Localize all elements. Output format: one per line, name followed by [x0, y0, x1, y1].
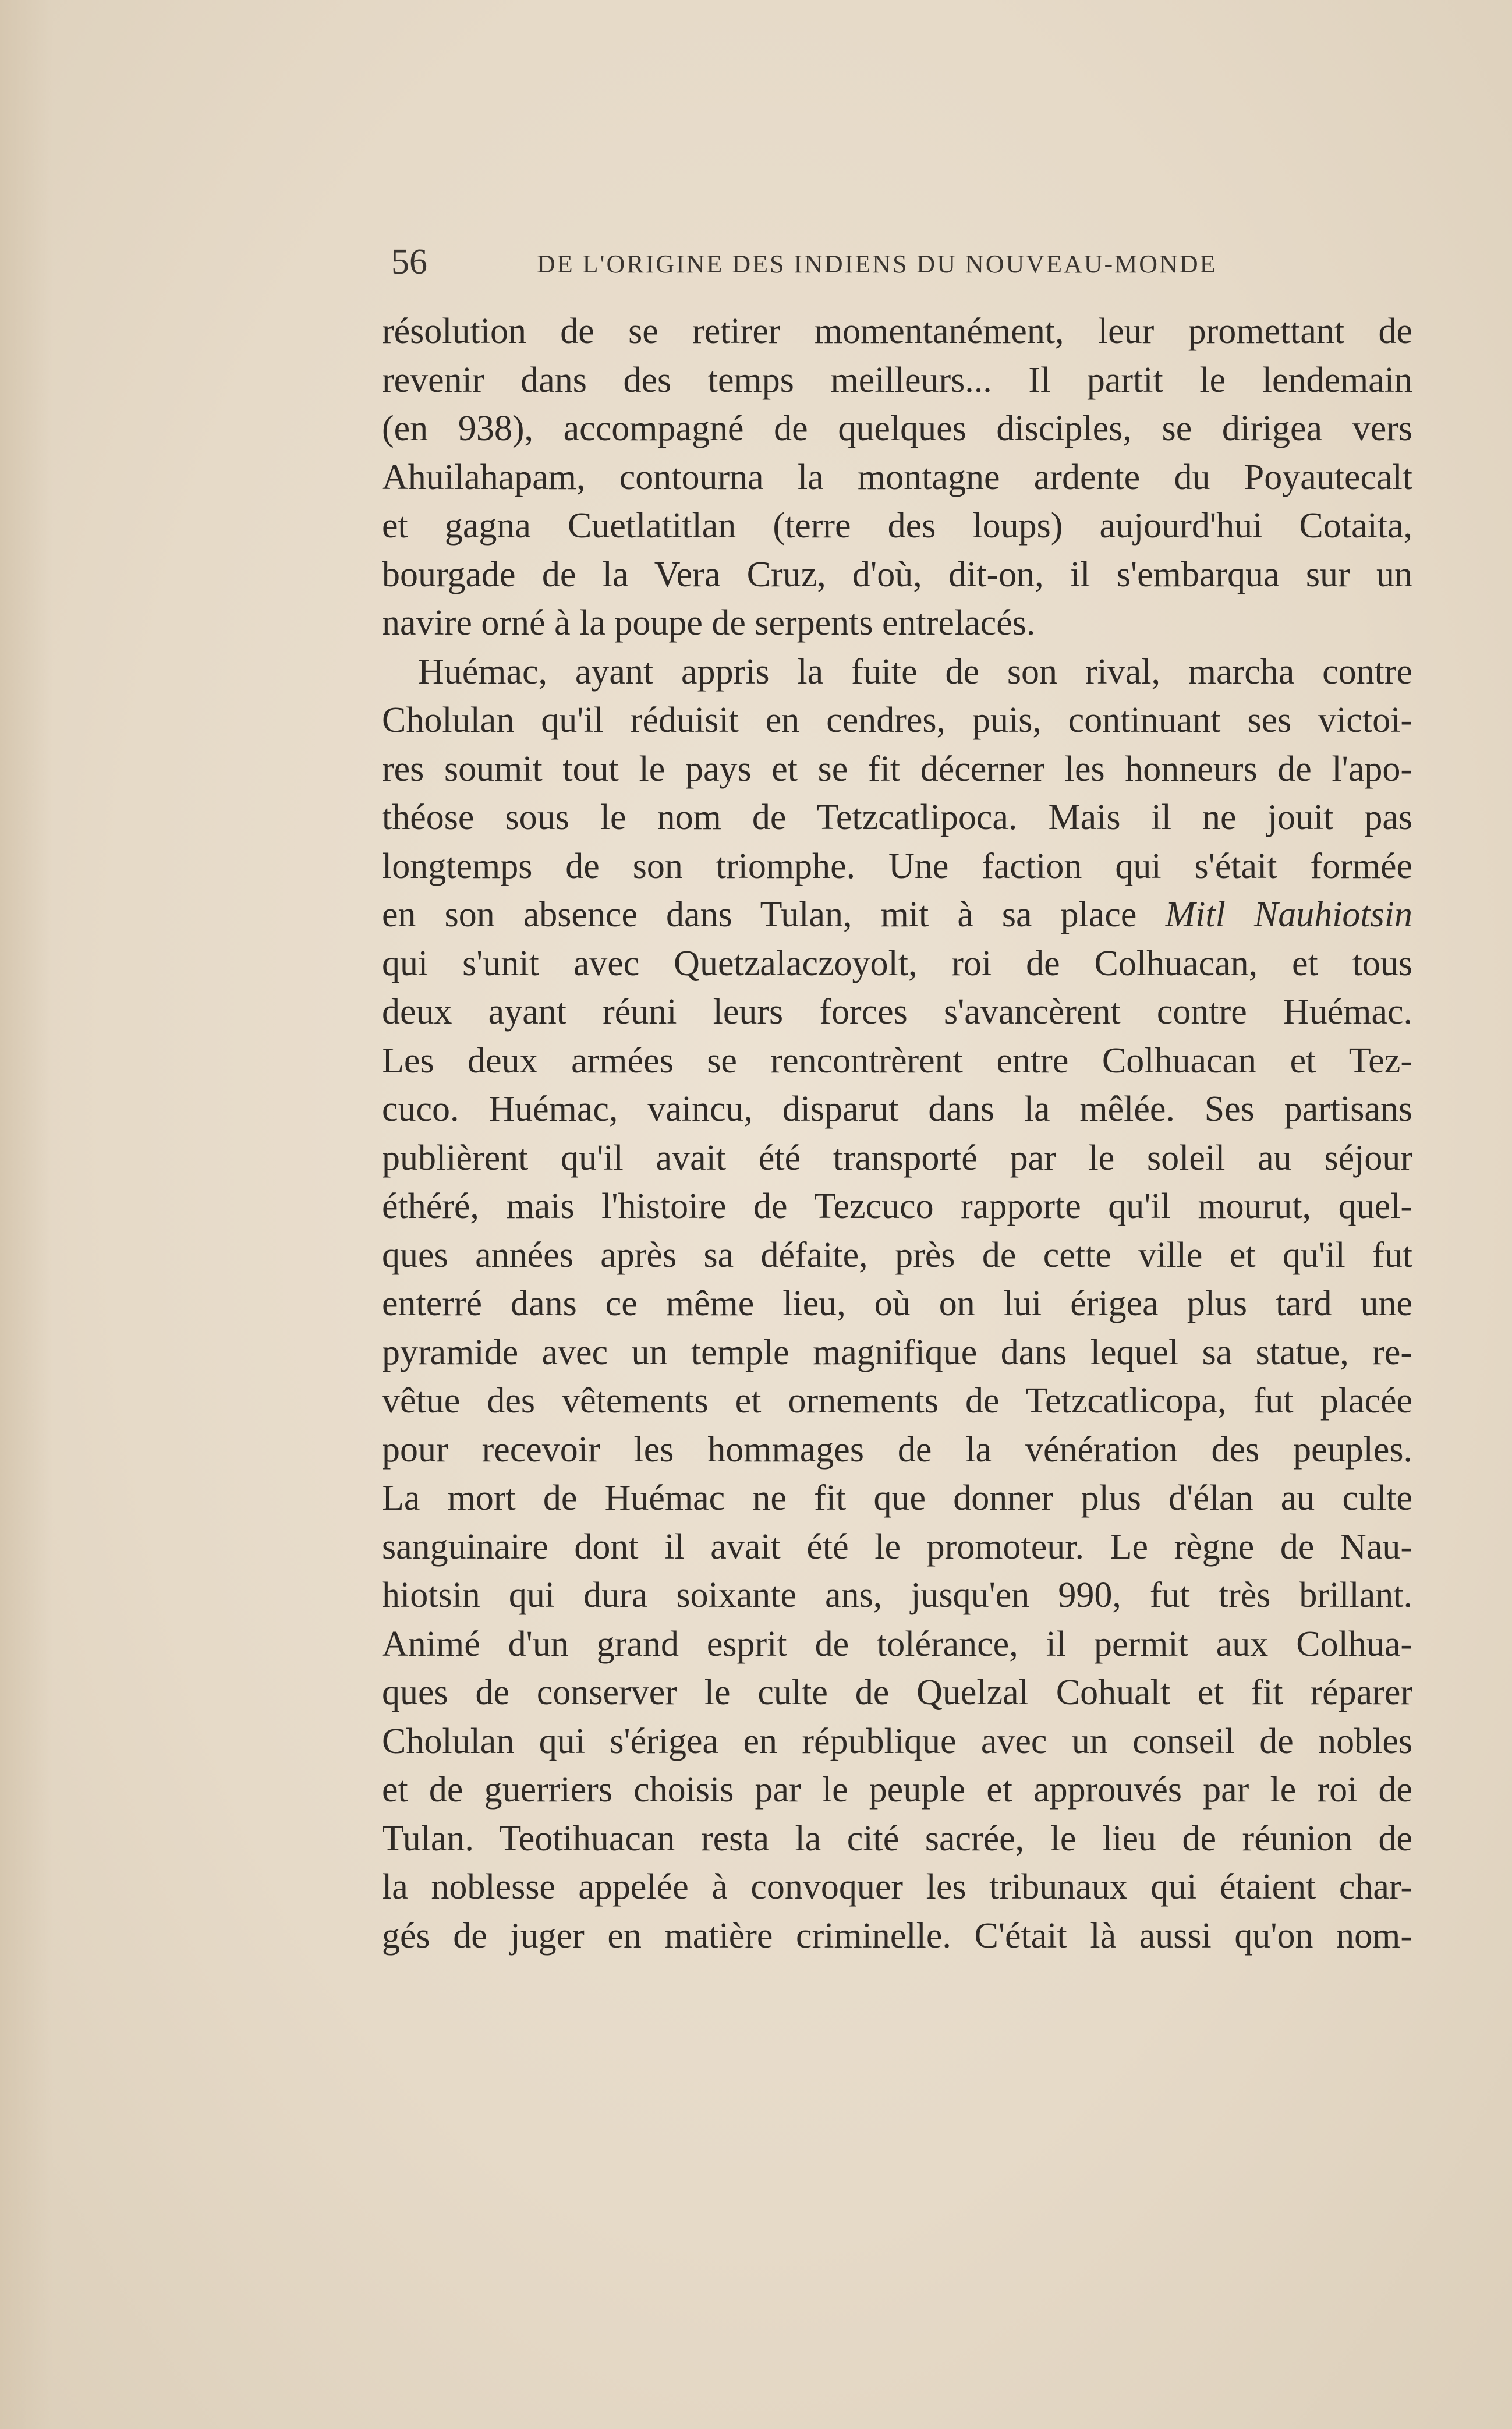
text-line: (en 938), accompagné de quelques disciples, se dirigea vers — [382, 409, 1412, 448]
text-line: navire orné à la poupe de serpents entrelacés. — [382, 603, 1036, 643]
text-line — [382, 891, 1412, 940]
text-segment: en son absence dans Tulan, mit à sa place — [382, 895, 1166, 934]
text-line: hiotsin qui dura soixante ans, jusqu'en 990, fut très brillant. — [382, 1575, 1412, 1615]
body-text — [382, 307, 1412, 1960]
text-line: Cholulan qui s'érigea en république avec un conseil de nobles — [382, 1721, 1412, 1761]
text-line: Ahuilahapam, contourna la montagne ardente du Poyautecalt — [382, 457, 1412, 497]
running-header — [391, 239, 1276, 285]
italic-name: Mitl Nauhiotsin — [1165, 895, 1413, 934]
text-line: pyramide avec un temple magnifique dans lequel sa statue, re- — [382, 1332, 1412, 1372]
text-line: qui s'unit avec Quetzalaczoyolt, roi de Colhuacan, et tous — [382, 943, 1412, 983]
text-line: Cholulan qu'il réduisit en cendres, puis, continuant ses victoi- — [382, 700, 1412, 740]
text-line: enterré dans ce même lieu, où on lui érigea plus tard une — [382, 1284, 1412, 1323]
text-line: ques années après sa défaite, près de cette ville et qu'il fut — [382, 1235, 1412, 1275]
text-line: théose sous le nom de Tetzcatlipoca. Mais il ne jouit pas — [382, 798, 1412, 837]
text-line: Animé d'un grand esprit de tolérance, il permit aux Colhua- — [382, 1624, 1412, 1664]
text-line: cuco. Huémac, vaincu, disparut dans la mêlée. Ses partisans — [382, 1089, 1412, 1129]
text-line: longtemps de son triomphe. Une faction qui s'était formée — [382, 846, 1412, 886]
text-line: éthéré, mais l'histoire de Tezcuco rapporte qu'il mourut, quel- — [382, 1187, 1412, 1226]
text-line: la noblesse appelée à convoquer les tribunaux qui étaient char- — [382, 1867, 1412, 1907]
text-line: Les deux armées se rencontrèrent entre Colhuacan et Tez- — [382, 1040, 1412, 1081]
text-line: vêtue des vêtements et ornements de Tetzcatlicopa, fut placée — [382, 1381, 1412, 1421]
text-line: res soumit tout le pays et se fit décerner les honneurs de l'apo- — [382, 749, 1412, 789]
text-line: Tulan. Teotihuacan resta la cité sacrée, le lieu de réunion de — [382, 1818, 1412, 1858]
text-line: Huémac, ayant appris la fuite de son rival, marcha contre — [418, 651, 1412, 692]
text-line: publièrent qu'il avait été transporté par le soleil au séjour — [382, 1138, 1412, 1178]
page-number: 56 — [391, 242, 427, 282]
text-line: ques de conserver le culte de Quelzal Cohualt et fit réparer — [382, 1673, 1412, 1712]
text-line: résolution de se retirer momentanément, leur promettant de — [382, 311, 1412, 351]
running-title: DE L'ORIGINE DES INDIENS DU NOUVEAU-MONDE — [537, 250, 1217, 278]
text-line: deux ayant réuni leurs forces s'avancèrent contre Huémac. — [382, 992, 1412, 1032]
page-edge-shadow — [0, 0, 52, 2429]
text-line: La mort de Huémac ne fit que donner plus d'élan au culte — [382, 1478, 1412, 1518]
text-line: bourgade de la Vera Cruz, d'où, dit-on, il s'embarqua sur un — [382, 554, 1412, 594]
text-line: et gagna Cuetlatitlan (terre des loups) aujourd'hui Cotaita, — [382, 506, 1412, 546]
text-line: et de guerriers choisis par le peuple et approuvés par le roi de — [382, 1770, 1412, 1810]
text-line: gés de juger en matière criminelle. C'était là aussi qu'on nom- — [382, 1915, 1412, 1956]
text-line: revenir dans des temps meilleurs... Il partit le lendemain — [382, 360, 1412, 400]
text-line: sanguinaire dont il avait été le promoteur. Le règne de Nau- — [382, 1527, 1412, 1567]
text-line: pour recevoir les hommages de la vénération des peuples. — [382, 1429, 1412, 1470]
